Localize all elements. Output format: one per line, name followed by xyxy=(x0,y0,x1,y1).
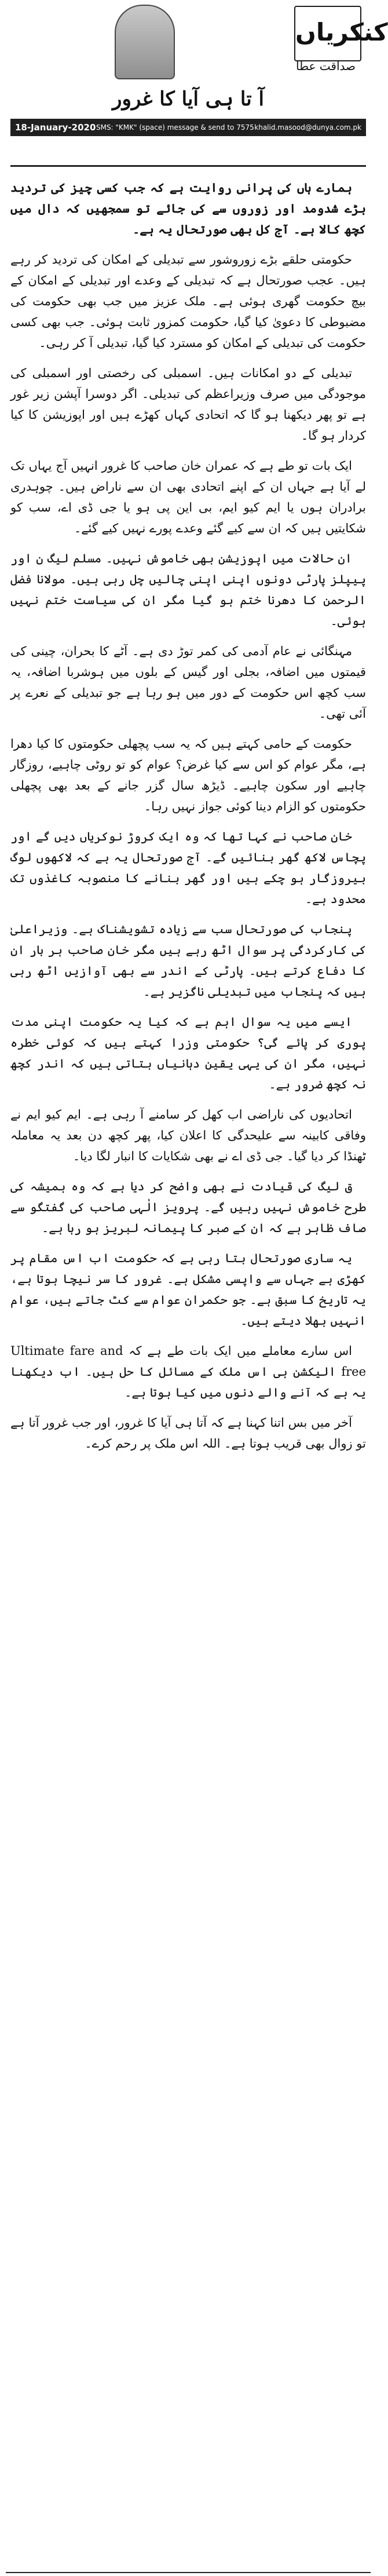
masthead xyxy=(10,0,388,167)
paragraph: ایسے میں یہ سوال اہم ہے کہ کیا یہ حکومت اپنی مدت پوری کر پائے گی؟ حکومتی وزرا کہتے ہیں کہ کوئی خطرہ نہیں، مگر ان کی یہی یقین دہانیاں بتاتی ہیں کہ اندر کچھ نہ کچھ ضرور ہے۔ xyxy=(10,1015,366,1091)
bottom-rule xyxy=(6,2572,371,2573)
paragraph: ایک بات تو طے ہے کہ عمران خان صاحب کا غرور انہیں آج یہاں تک لے آیا ہے جہاں ان کے اپنے اتحادی بھی ان سے ناراض ہیں۔ چوہدری برادران ہوں یا ایم کیو ایم، بی این پی ہو یا جی ڈی اے، سب کو شکایتیں ہیں کہ ان سے کیے گئے وعدے پورے نہیں کیے گئے۔ xyxy=(10,459,366,535)
article-body xyxy=(10,177,366,1454)
paragraph: ان حالات میں اپوزیشن بھی خاموش نہیں۔ مسلم لیگ ن اور پیپلز پارٹی دونوں اپنی اپنی چالیں چل رہی ہیں۔ مولانا فضل الرحمن کا دھرنا ختم ہو گیا مگر ان کی سیاست ختم نہیں ہوئی۔ xyxy=(10,551,366,628)
meta-bar xyxy=(10,119,366,136)
column-logo: کنکریاں xyxy=(294,6,361,61)
paragraph: مہنگائی نے عام آدمی کی کمر توڑ دی ہے۔ آٹے کا بحران، چینی کی قیمتوں میں اضافہ، بجلی اور گیس کے بلوں میں ہوشربا اضافہ، یہ سب کچھ اس حکومت کے دور میں ہو رہا ہے جو تبدیلی کے نعرے پر آئی تھی۔ xyxy=(10,644,366,721)
author-photo xyxy=(115,5,175,79)
paragraph: حکومتی حلقے بڑے زوروشور سے تبدیلی کے امکان کی تردید کر رہے ہیں۔ عجب صورتحال ہے کہ تبدیلی کے وعدے اور تبدیلی کے امکان کے بیچ حکومت گھری ہوئی ہے۔ ملک عزیز میں جب بھی حکومت کی مضبوطی کا دعویٰ کیا گیا، حکومت کمزور ثابت ہوئی۔ جب بھی کسی حکومت کی تبدیلی کے امکان کو مسترد کیا گیا، تبدیلی آ کر رہی۔ xyxy=(10,253,366,350)
paragraph: آخر میں بس اتنا کہنا ہے کہ آتا ہی آیا کا غرور، اور جب غرور آتا ہے تو زوال بھی قریب ہوتا ہے۔ اللہ اس ملک پر رحم کرے۔ xyxy=(10,1416,366,1450)
paragraph: اس سارے معاملے میں ایک بات طے ہے کہ Ultimate fare and free الیکشن ہی اس ملک کے مسائل کا حل ہیں۔ اب دیکھنا یہ ہے کہ آنے والے دنوں میں کیا ہوتا ہے۔ xyxy=(10,1344,366,1400)
paragraph: پنجاب کی صورتحال سب سے زیادہ تشویشناک ہے۔ وزیراعلیٰ کی کارکردگی پر سوال اٹھ رہے ہیں مگر خان صاحب ہر بار ان کا دفاع کرتے ہیں۔ پارٹی کے اندر سے بھی آوازیں اٹھ رہی ہیں کہ پنجاب میں تبدیلی ناگزیر ہے۔ xyxy=(10,922,366,999)
paragraph: یہ ساری صورتحال بتا رہی ہے کہ حکومت اب اس مقام پر کھڑی ہے جہاں سے واپسی مشکل ہے۔ غرور کا سر نیچا ہوتا ہے، یہ تاریخ کا سبق ہے۔ جو حکمران عوام سے کٹ جاتے ہیں، عوام انہیں بھلا دیتے ہیں۔ xyxy=(10,1251,366,1328)
paragraph: اتحادیوں کی ناراضی اب کھل کر سامنے آ رہی ہے۔ ایم کیو ایم نے وفاقی کابینہ سے علیحدگی کا اعلان کیا، پھر کچھ دن بعد یہ معاملہ ٹھنڈا کر دیا گیا۔ جی ڈی اے نے بھی شکایات کا انبار لگا دیا۔ xyxy=(10,1108,366,1163)
paragraph: ہمارے ہاں کی پرانی روایت ہے کہ جب کسی چیز کی تردید بڑے شدومد اور زوروں سے کی جائے تو سمجھیں کہ دال میں کچھ کالا ہے۔ آج کل بھی صورتحال یہ ہے۔ xyxy=(10,180,366,236)
author-name: صداقت عطا xyxy=(295,59,356,73)
paragraph: تبدیلی کے دو امکانات ہیں۔ اسمبلی کی رخصتی اور اسمبلی کی موجودگی میں صرف وزیراعظم کی تبدیلی۔ اگر دوسرا آپشن زیر غور ہے تو پھر دیکھنا ہو گا کہ اتحادی کہاں کھڑے ہیں اور اپوزیشن کا کیا کردار ہو گا۔ xyxy=(10,366,366,443)
column-title: آ تا ہی آیا کا غرور xyxy=(112,87,264,111)
paragraph: خان صاحب نے کہا تھا کہ وہ ایک کروڑ نوکریاں دیں گے اور پچاس لاکھ گھر بنائیں گے۔ آج صورتحال یہ ہے کہ لاکھوں لوگ بیروزگار ہو چکے ہیں اور گھر بنانے کا منصوبہ کاغذوں تک محدود ہے۔ xyxy=(10,830,366,906)
author-email[interactable]: khalid.masood@dunya.com.pk xyxy=(254,123,361,131)
paragraph: ق لیگ کی قیادت نے بھی واضح کر دیا ہے کہ وہ ہمیشہ کی طرح خاموش نہیں رہیں گے۔ پرویز الٰہی صاحب کی گفتگو سے صاف ظاہر ہے کہ ان کے صبر کا پیمانہ لبریز ہو رہا ہے۔ xyxy=(10,1179,366,1235)
sms-instructions: SMS: "KMK" (space) message & send to 7575 xyxy=(96,123,254,131)
paragraph: حکومت کے حامی کہتے ہیں کہ یہ سب پچھلی حکومتوں کا کیا دھرا ہے، مگر عوام کو اس سے کیا غرض؟ عوام کو تو روٹی چاہیے، روزگار چاہیے اور سکون چاہیے۔ ڈیڑھ سال گزر جانے کے بعد بھی پچھلی حکومتوں کو الزام دینا کوئی جواز نہیں رہا۔ xyxy=(10,737,366,813)
publish-date: 18-January-2020 xyxy=(15,122,96,133)
